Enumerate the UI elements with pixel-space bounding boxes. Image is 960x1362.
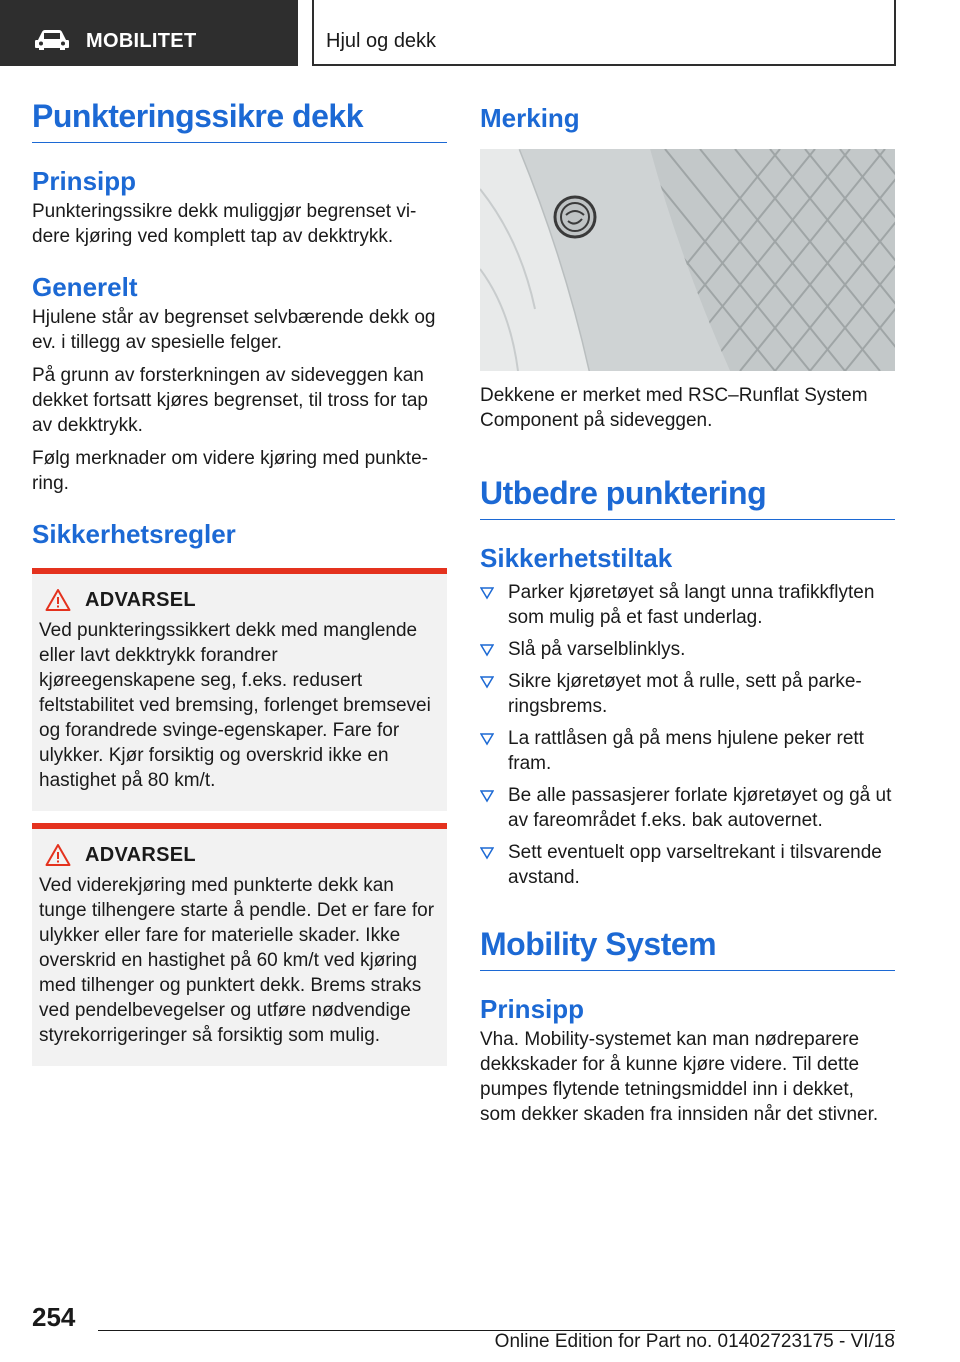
heading-principle: Prinsipp xyxy=(32,166,137,196)
list-item xyxy=(480,783,895,833)
list-item-text: Slå på varselblinklys. xyxy=(508,639,686,660)
list-item xyxy=(480,637,895,662)
heading-mobility-principle: Prinsipp xyxy=(480,994,585,1024)
list-item xyxy=(480,726,895,776)
heading-safety-measures: Sikkerhetstiltak xyxy=(480,543,673,573)
warning-box-2 xyxy=(32,823,447,1066)
bullet-triangle-icon xyxy=(480,789,494,803)
list-item xyxy=(480,669,895,719)
heading-general: Generelt xyxy=(32,272,138,302)
general-text-2: På grunn av forsterkningen av sideveggen kan dekket fortsatt kjøres begrenset, til tross for tap av dekktrykk. xyxy=(32,365,428,436)
heading-marking: Merking xyxy=(480,103,580,133)
marking-caption: Dekkene er merket med RSC–Runflat System Component på sideveggen. xyxy=(480,385,868,431)
warning-box-1 xyxy=(32,568,447,811)
chapter-title-box xyxy=(312,0,896,66)
bullet-triangle-icon xyxy=(480,586,494,600)
bullet-triangle-icon xyxy=(480,846,494,860)
warning-title: ADVARSEL xyxy=(85,588,196,611)
section-tab xyxy=(0,0,298,66)
list-item-text: Sett eventuelt opp varseltrekant i tilsvarende avstand. xyxy=(508,842,882,888)
tire-illustration xyxy=(480,149,895,371)
heading-run-flat-tyres: Punkteringssikre dekk xyxy=(32,96,447,143)
heading-safety-rules: Sikkerhetsregler xyxy=(32,519,236,549)
safety-measures-list xyxy=(480,580,895,890)
warning-title: ADVARSEL xyxy=(85,843,196,866)
list-item-text: Sikre kjøretøyet mot å rulle, sett på parke-ringsbrems. xyxy=(508,671,862,717)
warning-triangle-icon xyxy=(45,588,71,612)
bullet-triangle-icon xyxy=(480,643,494,657)
heading-mobility-system: Mobility System xyxy=(480,924,895,971)
list-item xyxy=(480,840,895,890)
tire-sidewall-image xyxy=(480,149,895,371)
bullet-triangle-icon xyxy=(480,732,494,746)
list-item-text: Parker kjøretøyet så langt unna trafikkflyten som mulig på et fast underlag. xyxy=(508,582,875,628)
right-column xyxy=(480,96,895,1127)
general-text-1: Hjulene står av begrenset selvbærende dekk og ev. i tillegg av spesielle felger. xyxy=(32,307,436,353)
warning-text: Ved viderekjøring med punkterte dekk kan tunge tilhengere starte å pendle. Det er fare for ulykker eller fare for materielle skader. Ikke overskrid en hastighet på 60 km/t ved kjøring med tilhenger og punktert dekk. Brems straks ved pendelbevegelser og utføre nødvendige styrekorrigeringer så forsiktig som mulig. xyxy=(39,875,435,1046)
edition-text: Online Edition for Part no. 01402723175 - VI/18 xyxy=(494,1331,895,1352)
heading-fix-puncture: Utbedre punktering xyxy=(480,473,895,520)
mobility-principle-text: Vha. Mobility-systemet kan man nødreparere dekkskader for å kunne kjøre videre. Til dette pumpes flytende tetningsmiddel inn i dekket, som dekker skaden fra innsiden når det stivner. xyxy=(480,1029,879,1125)
warning-triangle-icon xyxy=(45,843,71,867)
section-label: MOBILITET xyxy=(86,30,197,52)
car-icon xyxy=(34,28,70,50)
list-item-text: La rattlåsen gå på mens hjulene peker rett fram. xyxy=(508,728,864,774)
page-footer xyxy=(0,1290,960,1362)
bullet-triangle-icon xyxy=(480,675,494,689)
general-text-3: Følg merknader om videre kjøring med punkte-ring. xyxy=(32,448,428,494)
list-item xyxy=(480,580,895,630)
page-number: 254 xyxy=(32,1302,76,1332)
warning-text: Ved punkteringssikkert dekk med manglende eller lavt dekktrykk forandrer kjøreegenskapene seg, f.eks. redusert feltstabilitet ved bremsing, forlenget bremsevei og forandrede svinge-egenskaper. Fare for ulykker. Kjør forsiktig og overskrid ikke en hastighet på 80 km/t. xyxy=(39,620,431,791)
list-item-text: Be alle passasjerer forlate kjøretøyet og gå ut av fareområdet f.eks. bak autovernet. xyxy=(508,785,892,831)
page-header xyxy=(0,0,960,66)
left-column xyxy=(32,96,447,1066)
chapter-title: Hjul og dekk xyxy=(326,30,437,52)
principle-text: Punkteringssikre dekk muliggjør begrenset vi-dere kjøring ved komplett tap av dekktrykk. xyxy=(32,201,417,247)
